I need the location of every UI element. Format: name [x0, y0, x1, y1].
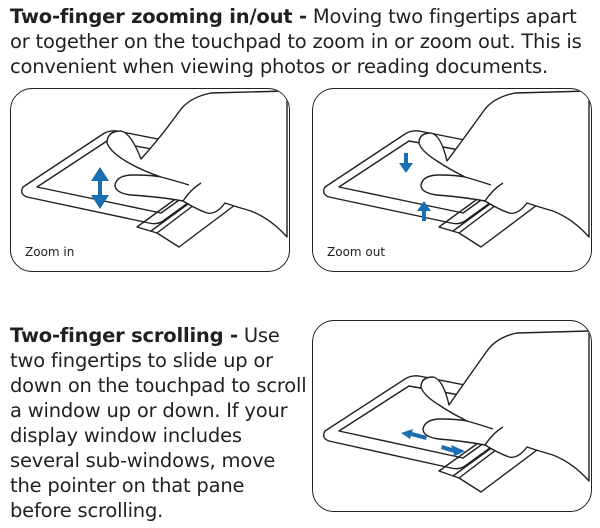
scroll-illustration: [312, 320, 592, 512]
scroll-figure: [313, 321, 592, 512]
zoom-in-arrow-icon: [91, 167, 109, 209]
zoom-instruction-text: [10, 4, 595, 79]
zoom-out-illustration: [312, 88, 592, 272]
hand: [419, 91, 589, 237]
hand: [421, 331, 589, 481]
zoom-in-illustration: [10, 88, 290, 272]
zoom-in-caption: Zoom in: [25, 245, 75, 259]
zoom-heading: Two-finger zooming in/out -: [10, 5, 307, 28]
zoom-out-caption: Zoom out: [327, 245, 386, 259]
scroll-heading: Two-finger scrolling -: [10, 324, 238, 347]
scroll-instruction-text: [10, 323, 310, 523]
hand: [107, 91, 287, 237]
scroll-body: Use two fingertips to slide up or down on the touchpad to scroll a window up or down. If your display window includes several sub-windows, move the pointer on that pane before scrolling.: [10, 324, 307, 522]
zoom-body: Moving two fingertips apart or together on the touchpad to zoom in or zoom out. This is convenient when viewing photos or reading documents.: [10, 5, 582, 78]
